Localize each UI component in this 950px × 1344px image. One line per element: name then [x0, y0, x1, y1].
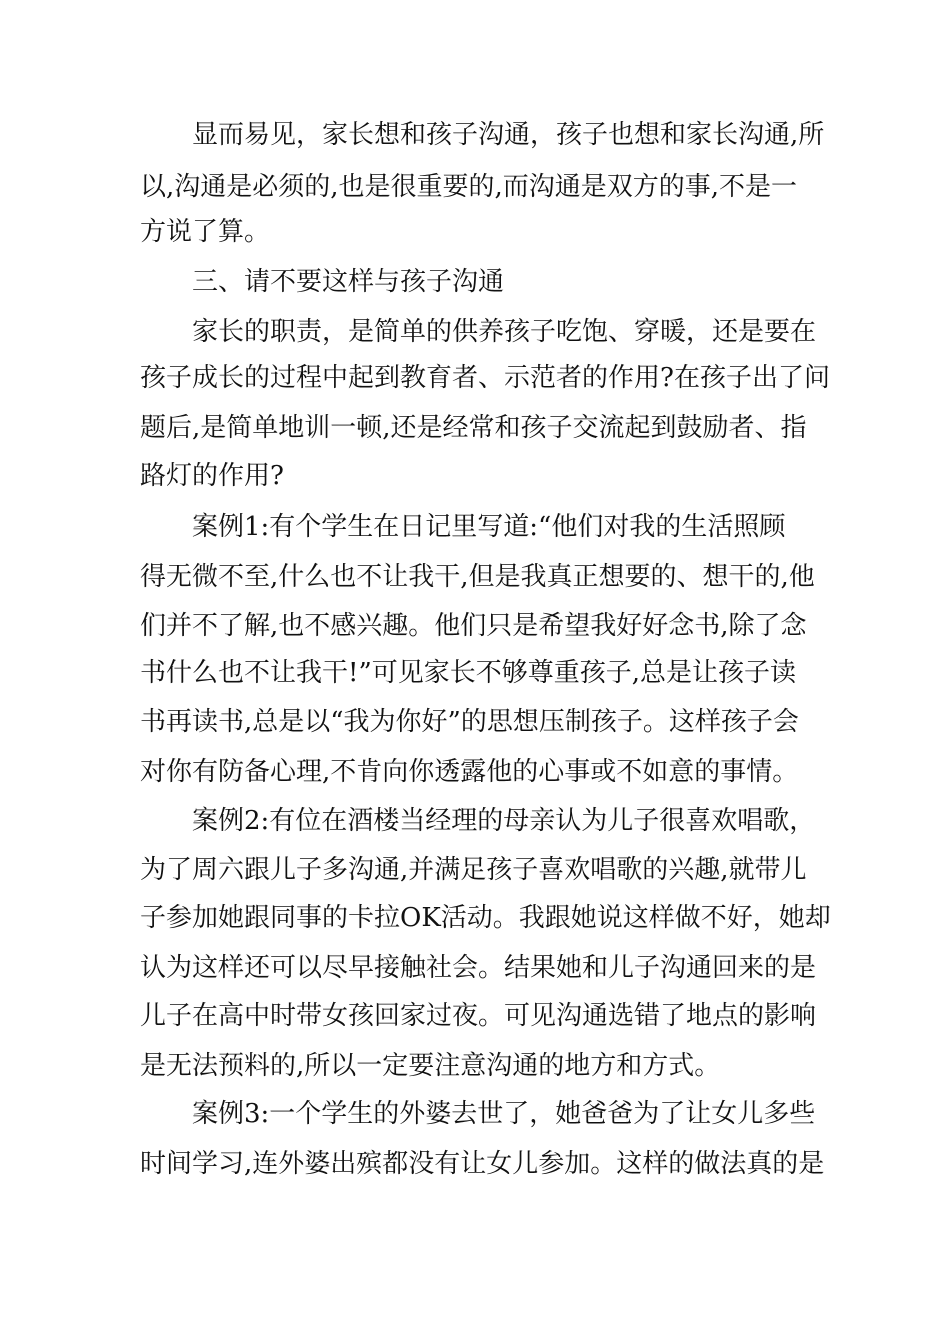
paragraph-line: 题后,是简单地训一顿,还是经常和孩子交流起到鼓励者、指	[140, 413, 807, 443]
paragraph-line: 显而易见，家长想和孩子沟通，孩子也想和家长沟通,所	[192, 120, 825, 150]
paragraph-line: 对你有防备心理,不肯向你透露他的心事或不如意的事情。	[140, 757, 799, 787]
paragraph-line: 子参加她跟同事的卡拉OK活动。我跟她说这样做不好，她却	[140, 903, 831, 933]
paragraph-line: 孩子成长的过程中起到教育者、示范者的作用?在孩子出了问	[140, 363, 830, 393]
paragraph-line: 以,沟通是必须的,也是很重要的,而沟通是双方的事,不是一	[140, 172, 798, 202]
paragraph-line: 案例2:有位在酒楼当经理的母亲认为儿子很喜欢唱歌，	[192, 806, 816, 836]
paragraph-line: 是无法预料的,所以一定要注意沟通的地方和方式。	[140, 1051, 721, 1081]
paragraph-line: 书再读书,总是以“我为你好”的思想压制孩子。这样孩子会	[140, 707, 799, 737]
section-heading: 三、请不要这样与孩子沟通	[192, 267, 505, 297]
paragraph-line: 儿子在高中时带女孩回家过夜。可见沟通选错了地点的影响	[140, 1001, 817, 1031]
paragraph-line: 书什么也不让我干!”可见家长不够尊重孩子,总是让孩子读	[140, 658, 797, 688]
paragraph-line: 方说了算。	[140, 217, 271, 247]
paragraph-line: 时间学习,连外婆出殡都没有让女儿参加。这样的做法真的是	[140, 1149, 825, 1179]
paragraph-line: 路灯的作用?	[140, 461, 284, 491]
paragraph-line: 认为这样还可以尽早接触社会。结果她和儿子沟通回来的是	[140, 953, 817, 983]
paragraph-line: 家长的职责，是简单的供养孩子吃饱、穿暖，还是要在	[192, 317, 817, 347]
paragraph-line: 案例1:有个学生在日记里写道:“他们对我的生活照顾	[192, 512, 786, 542]
paragraph-line: 们并不了解,也不感兴趣。他们只是希望我好好念书,除了念	[140, 611, 807, 641]
paragraph-line: 得无微不至,什么也不让我干,但是我真正想要的、想干的,他	[140, 562, 815, 592]
paragraph-line: 案例3:一个学生的外婆去世了，她爸爸为了让女儿多些	[192, 1099, 816, 1129]
paragraph-line: 为了周六跟儿子多沟通,并满足孩子喜欢唱歌的兴趣,就带儿	[140, 855, 807, 885]
